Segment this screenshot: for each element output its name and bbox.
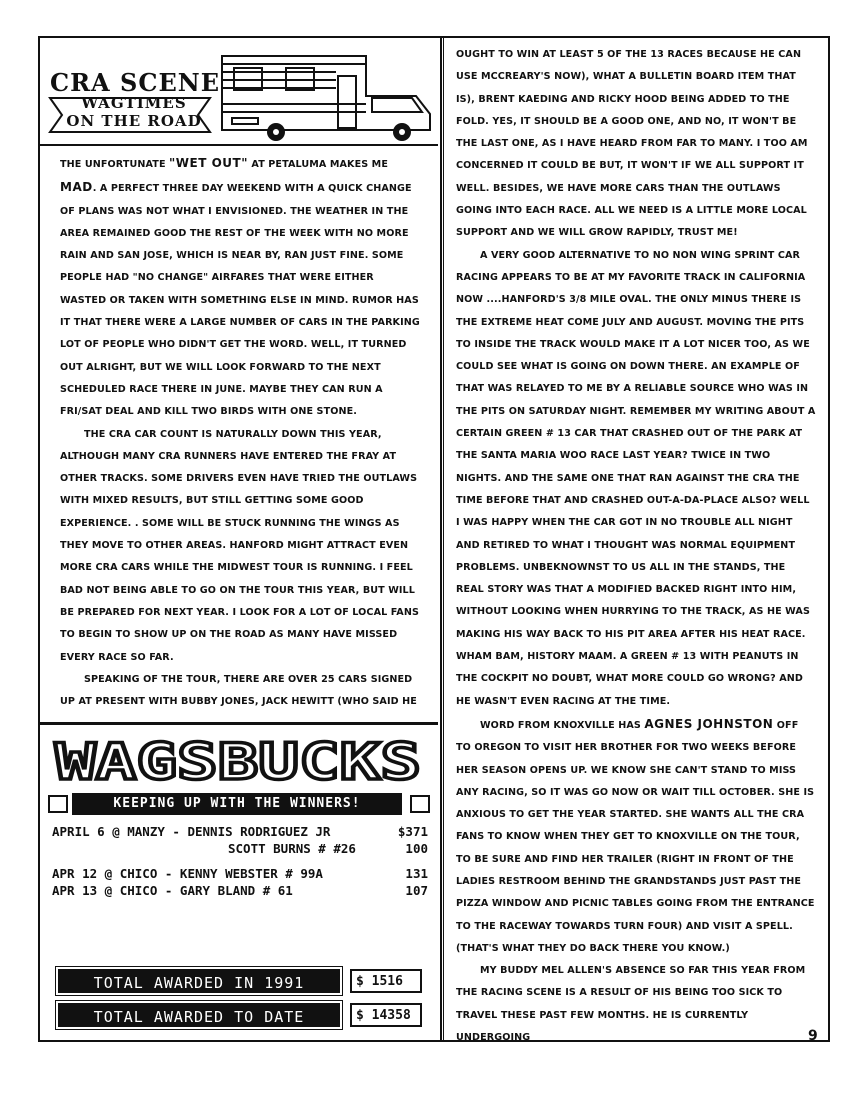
total-1991-value: $ 1516 bbox=[350, 969, 422, 993]
square-icon bbox=[48, 795, 68, 813]
paragraph: A VERY GOOD ALTERNATIVE TO NO NON WING SPRINT CAR RACING APPEARS TO BE AT MY FAVORITE TRACK IN CALIFORNIA NOW ....HANFORD'S 3/8 MILE OVAL. THE ONLY MINUS THERE IS THE EXTREME HEAT COME JULY AND AUGUST. MOVING THE PITS TO INSIDE THE TRACK WOULD MAKE IT A LOT NICER TOO, AS WE COULD SEE WHAT IS GOING ON DOWN THERE. AN EXAMPLE OF THAT WAS RELAYED TO ME BY A RELIABLE SOURCE WHO WAS IN THE PITS ON SATURDAY NIGHT. REMEMBER MY WRITING ABOUT A CERTAIN GREEN # 13 CAR THAT CRASHED OUT OF THE PARK AT THE SANTA MARIA WOO RACE LAST YEAR? TWICE IN TWO NIGHTS. AND THE SAME ONE THAT RAN AGAINST THE CRA THE TIME BEFORE THAT AND CRASHED OUT-A-DA-PLACE ALSO? WELL I WAS HAPPY WHEN THE CAR GOT IN NO TROUBLE ALL NIGHT AND RETIRED TO WHAT I THOUGHT WAS NORMAL EQUIPMENT PROBLEMS. UNBEKNOWNST TO US ALL IN THE STANDS, THE REAL STORY WAS THAT A MODIFIED BACKED RIGHT INTO HIM, WITHOUT LOOKING WHEN HURRYING TO THE TRACK, AS HE WAS MAKING HIS WAY BACK TO HIS PIT AREA AFTER HIS HEAT RACE. WHAM BAM, HISTORY MAAM. A GREEN # 13 WITH PEANUTS IN THE COCKPIT NO DOUBT, WHAT MORE COULD GO WRONG? AND HE WASN'T EVEN RACING AT THE TIME. bbox=[456, 249, 816, 707]
result-text: SCOTT BURNS # #26 bbox=[228, 841, 356, 856]
total-to-date-value: $ 14358 bbox=[350, 1003, 422, 1027]
column-divider bbox=[440, 36, 444, 1042]
winners-bar bbox=[46, 793, 430, 815]
text-run: . A PERFECT THREE DAY WEEKEND WITH A QUICK CHANGE OF PLANS WAS NOT WHAT I ENVISIONED. THE WEATHER IN THE AREA REMAINED GOOD THE REST OF THE WEEK WITH NO MORE RAIN AND SAN JOSE, WHICH IS NEAR BY, RAN JUST FINE. SOME PEOPLE HAD "NO CHANGE" AIRFARES THAT WERE EITHER WASTED OR TAKEN WITH SOMETHING ELSE IN MIND. RUMOR HAS IT THAT THERE WERE A LARGE NUMBER OF CARS IN THE PARKING LOT OF PEOPLE WHO DIDN'T GET THE WORD. WELL, IT TURNED OUT ALRIGHT, BUT WE WILL LOOK FORWARD TO THE NEXT SCHEDULED RACE THERE IN JUNE. MAYBE THEY CAN RUN A FRI/SAT DEAL AND KILL TWO BIRDS WITH ONE STONE. bbox=[60, 183, 420, 418]
total-to-date-label: TOTAL AWARDED TO DATE bbox=[58, 1003, 340, 1027]
text-run: OFF TO OREGON TO VISIT HER BROTHER FOR TWO WEEKS BEFORE HER SEASON OPENS UP. WE KNOW SHE CAN'T STAND TO MISS ANY RACING, SO IT WAS GO NOW OR WAIT TILL OCTOBER. SHE IS ANXIOUS TO GET THE YEAR STARTED. SHE WANTS ALL THE CRA FANS TO KNOW WHEN THEY GET TO KNOXVILLE ON THE TOUR, TO BE SURE AND FIND HER TRAILER (RIGHT IN FRONT OF THE LADIES RESTROOM BEHIND THE GRANDSTANDS JUST PAST THE PIZZA WINDOW AND PICNIC TABLES GOING FROM THE ENTRANCE TO THE RACEWAY TOWARDS TURN FOUR) AND VISIT A SPELL. (THAT'S WHAT THEY DO BACK THERE YOU KNOW.) bbox=[456, 719, 815, 954]
paragraph: MY BUDDY MEL ALLEN'S ABSENCE SO FAR THIS YEAR FROM THE RACING SCENE IS A RESULT OF HIS BEING TOO SICK TO TRAVEL THESE PAST FEW MONTHS. HE IS CURRENTLY UNDERGOING bbox=[456, 965, 806, 1044]
banner-line-1: WAGTIMES bbox=[81, 94, 187, 112]
banner-text bbox=[64, 94, 204, 130]
result-amount: $371 bbox=[397, 824, 428, 839]
result-row bbox=[52, 823, 428, 840]
motorhome-icon bbox=[216, 48, 436, 144]
paragraph: SPEAKING OF THE TOUR, THERE ARE OVER 25 CARS SIGNED UP AT PRESENT WITH BUBBY JONES, JACK HEWITT (WHO SAID HE bbox=[60, 673, 417, 708]
result-amount: 107 bbox=[405, 883, 428, 898]
svg-text:WAGSBUCKS: WAGSBUCKS bbox=[55, 737, 421, 787]
text-run: WORD FROM KNOXVILLE HAS bbox=[480, 719, 645, 731]
result-amount: 131 bbox=[405, 866, 428, 881]
left-column bbox=[60, 152, 420, 713]
result-row bbox=[52, 840, 428, 857]
wagsbucks-title bbox=[52, 737, 424, 787]
emphasis-text: AGNES JOHNSTON bbox=[644, 716, 774, 731]
total-to-date bbox=[58, 1003, 422, 1027]
paragraph bbox=[456, 713, 816, 960]
right-column bbox=[456, 44, 816, 1049]
total-1991-label: TOTAL AWARDED IN 1991 bbox=[58, 969, 340, 993]
result-text: APR 12 @ CHICO - KENNY WEBSTER # 99A bbox=[52, 866, 323, 881]
column-title: CRA SCENE bbox=[50, 68, 220, 97]
winners-subtitle: KEEPING UP WITH THE WINNERS! bbox=[72, 793, 402, 815]
emphasis-text: "WET OUT" bbox=[169, 156, 248, 170]
text-run: THE UNFORTUNATE bbox=[60, 159, 170, 170]
total-1991 bbox=[58, 969, 422, 993]
result-row bbox=[52, 865, 428, 882]
page-number: 9 bbox=[808, 1028, 818, 1044]
result-text: APR 13 @ CHICO - GARY BLAND # 61 bbox=[52, 883, 293, 898]
results-list bbox=[52, 823, 428, 899]
column-header bbox=[40, 38, 438, 146]
paragraph: THE CRA CAR COUNT IS NATURALLY DOWN THIS YEAR, ALTHOUGH MANY CRA RUNNERS HAVE ENTERED THE FRAY AT OTHER TRACKS. SOME DRIVERS EVEN HAVE TRIED THE OUTLAWS WITH MIXED RESULTS, BUT STILL GETTING SOME GOOD EXPERIENCE. . SOME WILL BE STUCK RUNNING THE WINGS AS THEY MOVE TO OTHER AREAS. HANFORD MIGHT ATTRACT EVEN MORE CRA CARS WHILE THE MIDWEST TOUR IS RUNNING. I FEEL BAD NOT BEING ABLE TO GO ON THE TOUR THIS YEAR, BUT WILL BE PREPARED FOR NEXT YEAR. I LOOK FOR A LOT OF LOCAL FANS TO BEGIN TO SHOW UP ON THE ROAD AS MANY HAVE MISSED EVERY RACE SO FAR. bbox=[60, 428, 419, 663]
result-amount: 100 bbox=[405, 841, 428, 856]
banner-line-2: ON THE ROAD bbox=[66, 112, 202, 130]
wagsbucks-box bbox=[40, 722, 438, 1040]
square-icon bbox=[410, 795, 430, 813]
paragraph bbox=[60, 152, 420, 424]
text-run: AT PETALUMA MAKES ME bbox=[247, 159, 388, 170]
paragraph: OUGHT TO WIN AT LEAST 5 OF THE 13 RACES BECAUSE HE CAN USE MCCREARY'S NOW), WHAT A BULLETIN BOARD ITEM THAT IS), BRENT KAEDING AND RICKY HOOD BEING ADDED TO THE FOLD. YES, IT SHOULD BE A GOOD ONE, AND NO, IT WON'T BE THE LAST ONE, AS I HAVE HEARD FROM FAR TO MANY. I TOO AM CONCERNED IT COULD BE BUT, IT WON'T IF WE ALL SUPPORT IT WELL. BESIDES, WE HAVE MORE CARS THAN THE OUTLAWS GOING INTO EACH RACE. ALL WE NEED IS A LITTLE MORE LOCAL SUPPORT AND WE WILL GROW RAPIDLY, TRUST ME! bbox=[456, 49, 808, 239]
result-text: APRIL 6 @ MANZY - DENNIS RODRIGUEZ JR bbox=[52, 824, 331, 839]
result-row bbox=[52, 882, 428, 899]
emphasis-text: MAD bbox=[60, 180, 93, 195]
